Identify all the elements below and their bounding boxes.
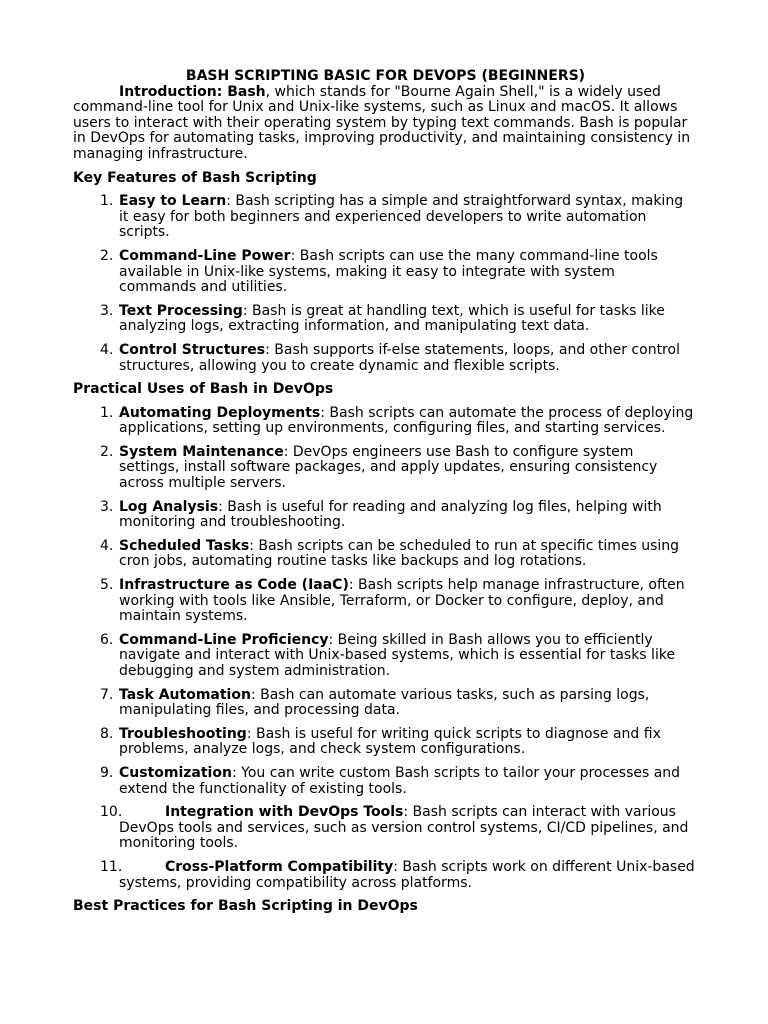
list-item [73, 766, 696, 797]
list-item-term: Integration with DevOps Tools [165, 804, 404, 821]
list-item [73, 343, 696, 374]
list-item [73, 727, 696, 758]
list-item-number: 10. [100, 804, 123, 821]
list-item-text: : Bash scripts help manage infrastructure, often working with tools like Ansible, Terraform, or Docker to configure, deploy, and maintain systems. [119, 577, 685, 625]
list-item-number: 1. [100, 193, 114, 210]
list-item-text: : Bash scripts can be scheduled to run at specific times using cron jobs, automating routine tasks like backups and log rotations. [119, 537, 680, 570]
list-item-number: 5. [100, 577, 114, 594]
list-item-text: : Bash is great at handling text, which is useful for tasks like analyzing logs, extracting information, and manipulating text data. [119, 302, 665, 335]
list-item-number: 9. [100, 764, 114, 781]
list-item-term: Cross-Platform Compatibility [165, 858, 394, 875]
list-item [73, 688, 696, 719]
list-item-term: Infrastructure as Code (IaaC) [119, 577, 349, 594]
list-item-number: 3. [100, 302, 114, 319]
list-item-text: : Bash scripts can use the many command-line tools available in Unix-like systems, making it easy to integrate with system commands and utilities. [119, 247, 658, 296]
list-item-number: 2. [100, 443, 114, 460]
list-item [73, 633, 696, 680]
list-item-term: Log Analysis [119, 498, 219, 515]
list-item-number: 4. [100, 341, 114, 358]
list-item-text: : You can write custom Bash scripts to tailor your processes and extend the functionality of existing tools. [119, 764, 681, 797]
list-item-term: Automating Deployments [119, 404, 321, 421]
numbered-list [73, 406, 696, 891]
list-item-text: : Bash is useful for reading and analyzing log files, helping with monitoring and troubleshooting. [119, 498, 662, 531]
list-item-number: 7. [100, 686, 114, 703]
sections-container [73, 171, 696, 915]
list-item-number-wrap [100, 805, 165, 821]
section-heading: Practical Uses of Bash in DevOps [73, 381, 334, 398]
list-item-number: 1. [100, 404, 114, 421]
list-item-number: 6. [100, 631, 114, 648]
list-item [73, 406, 696, 437]
list-item-text: : Bash scripts can automate the process of deploying applications, setting up environments, configuring files, and starting services. [119, 404, 694, 437]
introduction-label: Introduction: Bash [119, 83, 266, 100]
list-item [73, 500, 696, 531]
list-item-term: Customization [119, 764, 232, 781]
section-heading: Best Practices for Bash Scripting in DevOps [73, 898, 418, 915]
list-item-number: 4. [100, 537, 114, 554]
list-item-term: System Maintenance [119, 443, 284, 460]
list-item-term: Command-Line Proficiency [119, 631, 329, 648]
list-item-text: : Bash can automate various tasks, such as parsing logs, manipulating files, and processing data. [119, 686, 650, 719]
list-item-term: Command-Line Power [119, 247, 291, 264]
list-item-text: : Being skilled in Bash allows you to efficiently navigate and interact with Unix-based systems, which is essential for tasks like debugging and system administration. [119, 631, 676, 679]
list-item [73, 860, 696, 891]
list-item-number: 2. [100, 247, 114, 264]
list-item-term: Text Processing [119, 302, 243, 319]
list-item [73, 805, 696, 852]
list-item-text: : Bash supports if-else statements, loops, and other control structures, allowing you to create dynamic and flexible scripts. [119, 341, 680, 374]
list-item [73, 578, 696, 625]
section-heading: Key Features of Bash Scripting [73, 169, 317, 186]
introduction-text: , which stands for "Bourne Again Shell," is a widely used command-line tool for Unix and Unix-like systems, such as Linux and macOS. It allows users to interact with their operating system by typing text commands. Bash is popular in DevOps for automating tasks, improving productivity, and maintaining consistency in managing infrastructure. [73, 83, 691, 162]
list-item-number: 3. [100, 498, 114, 515]
list-item [73, 539, 696, 570]
introduction-paragraph [73, 85, 696, 163]
list-item [73, 194, 696, 241]
list-item-term: Easy to Learn [119, 193, 227, 210]
numbered-list [73, 194, 696, 374]
list-item-term: Troubleshooting [119, 725, 247, 742]
list-item-text: : DevOps engineers use Bash to configure system settings, install software packages, and apply updates, ensuring consistency across multiple servers. [119, 443, 658, 492]
list-item-term: Scheduled Tasks [119, 537, 250, 554]
list-item [73, 445, 696, 492]
document-title: BASH SCRIPTING BASIC FOR DEVOPS (BEGINNERS) [185, 68, 586, 84]
list-item-text: : Bash is useful for writing quick scripts to diagnose and fix problems, analyze logs, and check system configurations. [119, 725, 661, 758]
list-item-text: : Bash scripts can interact with various DevOps tools and services, such as version control systems, CI/CD pipelines, and monitoring tools. [119, 804, 689, 852]
list-item [73, 249, 696, 296]
list-item-number: 8. [100, 725, 114, 742]
list-item-text: : Bash scripting has a simple and straightforward syntax, making it easy for both beginners and experienced developers to write automation scripts. [119, 193, 684, 241]
list-item-number-wrap [100, 860, 165, 876]
list-item-term: Task Automation [119, 686, 251, 703]
list-item-number: 11. [100, 858, 123, 875]
list-item-term: Control Structures [119, 341, 266, 358]
list-item [73, 304, 696, 335]
list-item-text: : Bash scripts work on different Unix-based systems, providing compatibility across platforms. [119, 858, 695, 891]
